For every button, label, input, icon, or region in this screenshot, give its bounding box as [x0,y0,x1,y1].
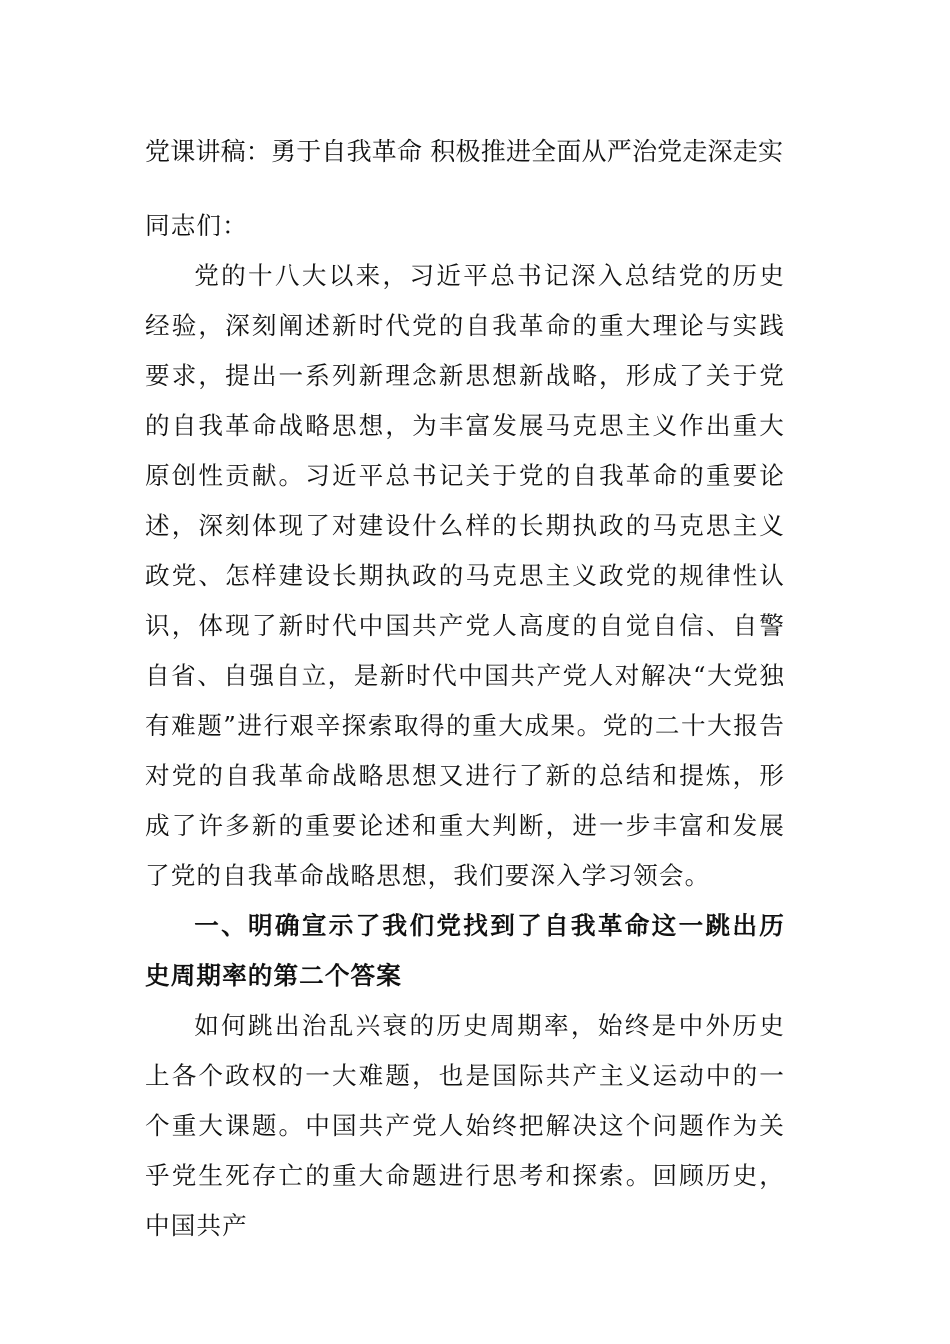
document-title: 党课讲稿：勇于自我革命 积极推进全面从严治党走深走实 [145,137,784,166]
paragraph-intro: 党的十八大以来，习近平总书记深入总结党的历史经验，深刻阐述新时代党的自我革命的重大理论与实践要求，提出一系列新理念新思想新战略，形成了关于党的自我革命战略思想，为丰富发展马克思主义作出重大原创性贡献。习近平总书记关于党的自我革命的重要论述，深刻体现了对建设什么样的长期执政的马克思主义政党、怎样建设长期执政的马克思主义政党的规律性认识，体现了新时代中国共产党人高度的自觉自信、自警自省、自强自立，是新时代中国共产党人对解决“大党独有难题”进行艰辛探索取得的重大成果。党的二十大报告对党的自我革命战略思想又进行了新的总结和提炼，形成了许多新的重要论述和重大判断，进一步丰富和发展了党的自我革命战略思想，我们要深入学习领会。 [145,261,785,890]
paragraph-section-1: 如何跳出治乱兴衰的历史周期率，始终是中外历史上各个政权的一大难题，也是国际共产主义运动中的一个重大课题。中国共产党人始终把解决这个问题作为关乎党生死存亡的重大命题进行思考和探索。回顾历史，中国共产 [145,1011,785,1240]
section-heading-1: 一、明确宣示了我们党找到了自我革命这一跳出历史周期率的第二个答案 [145,911,785,990]
salutation: 同志们： [145,211,248,240]
document-body [145,201,785,1251]
